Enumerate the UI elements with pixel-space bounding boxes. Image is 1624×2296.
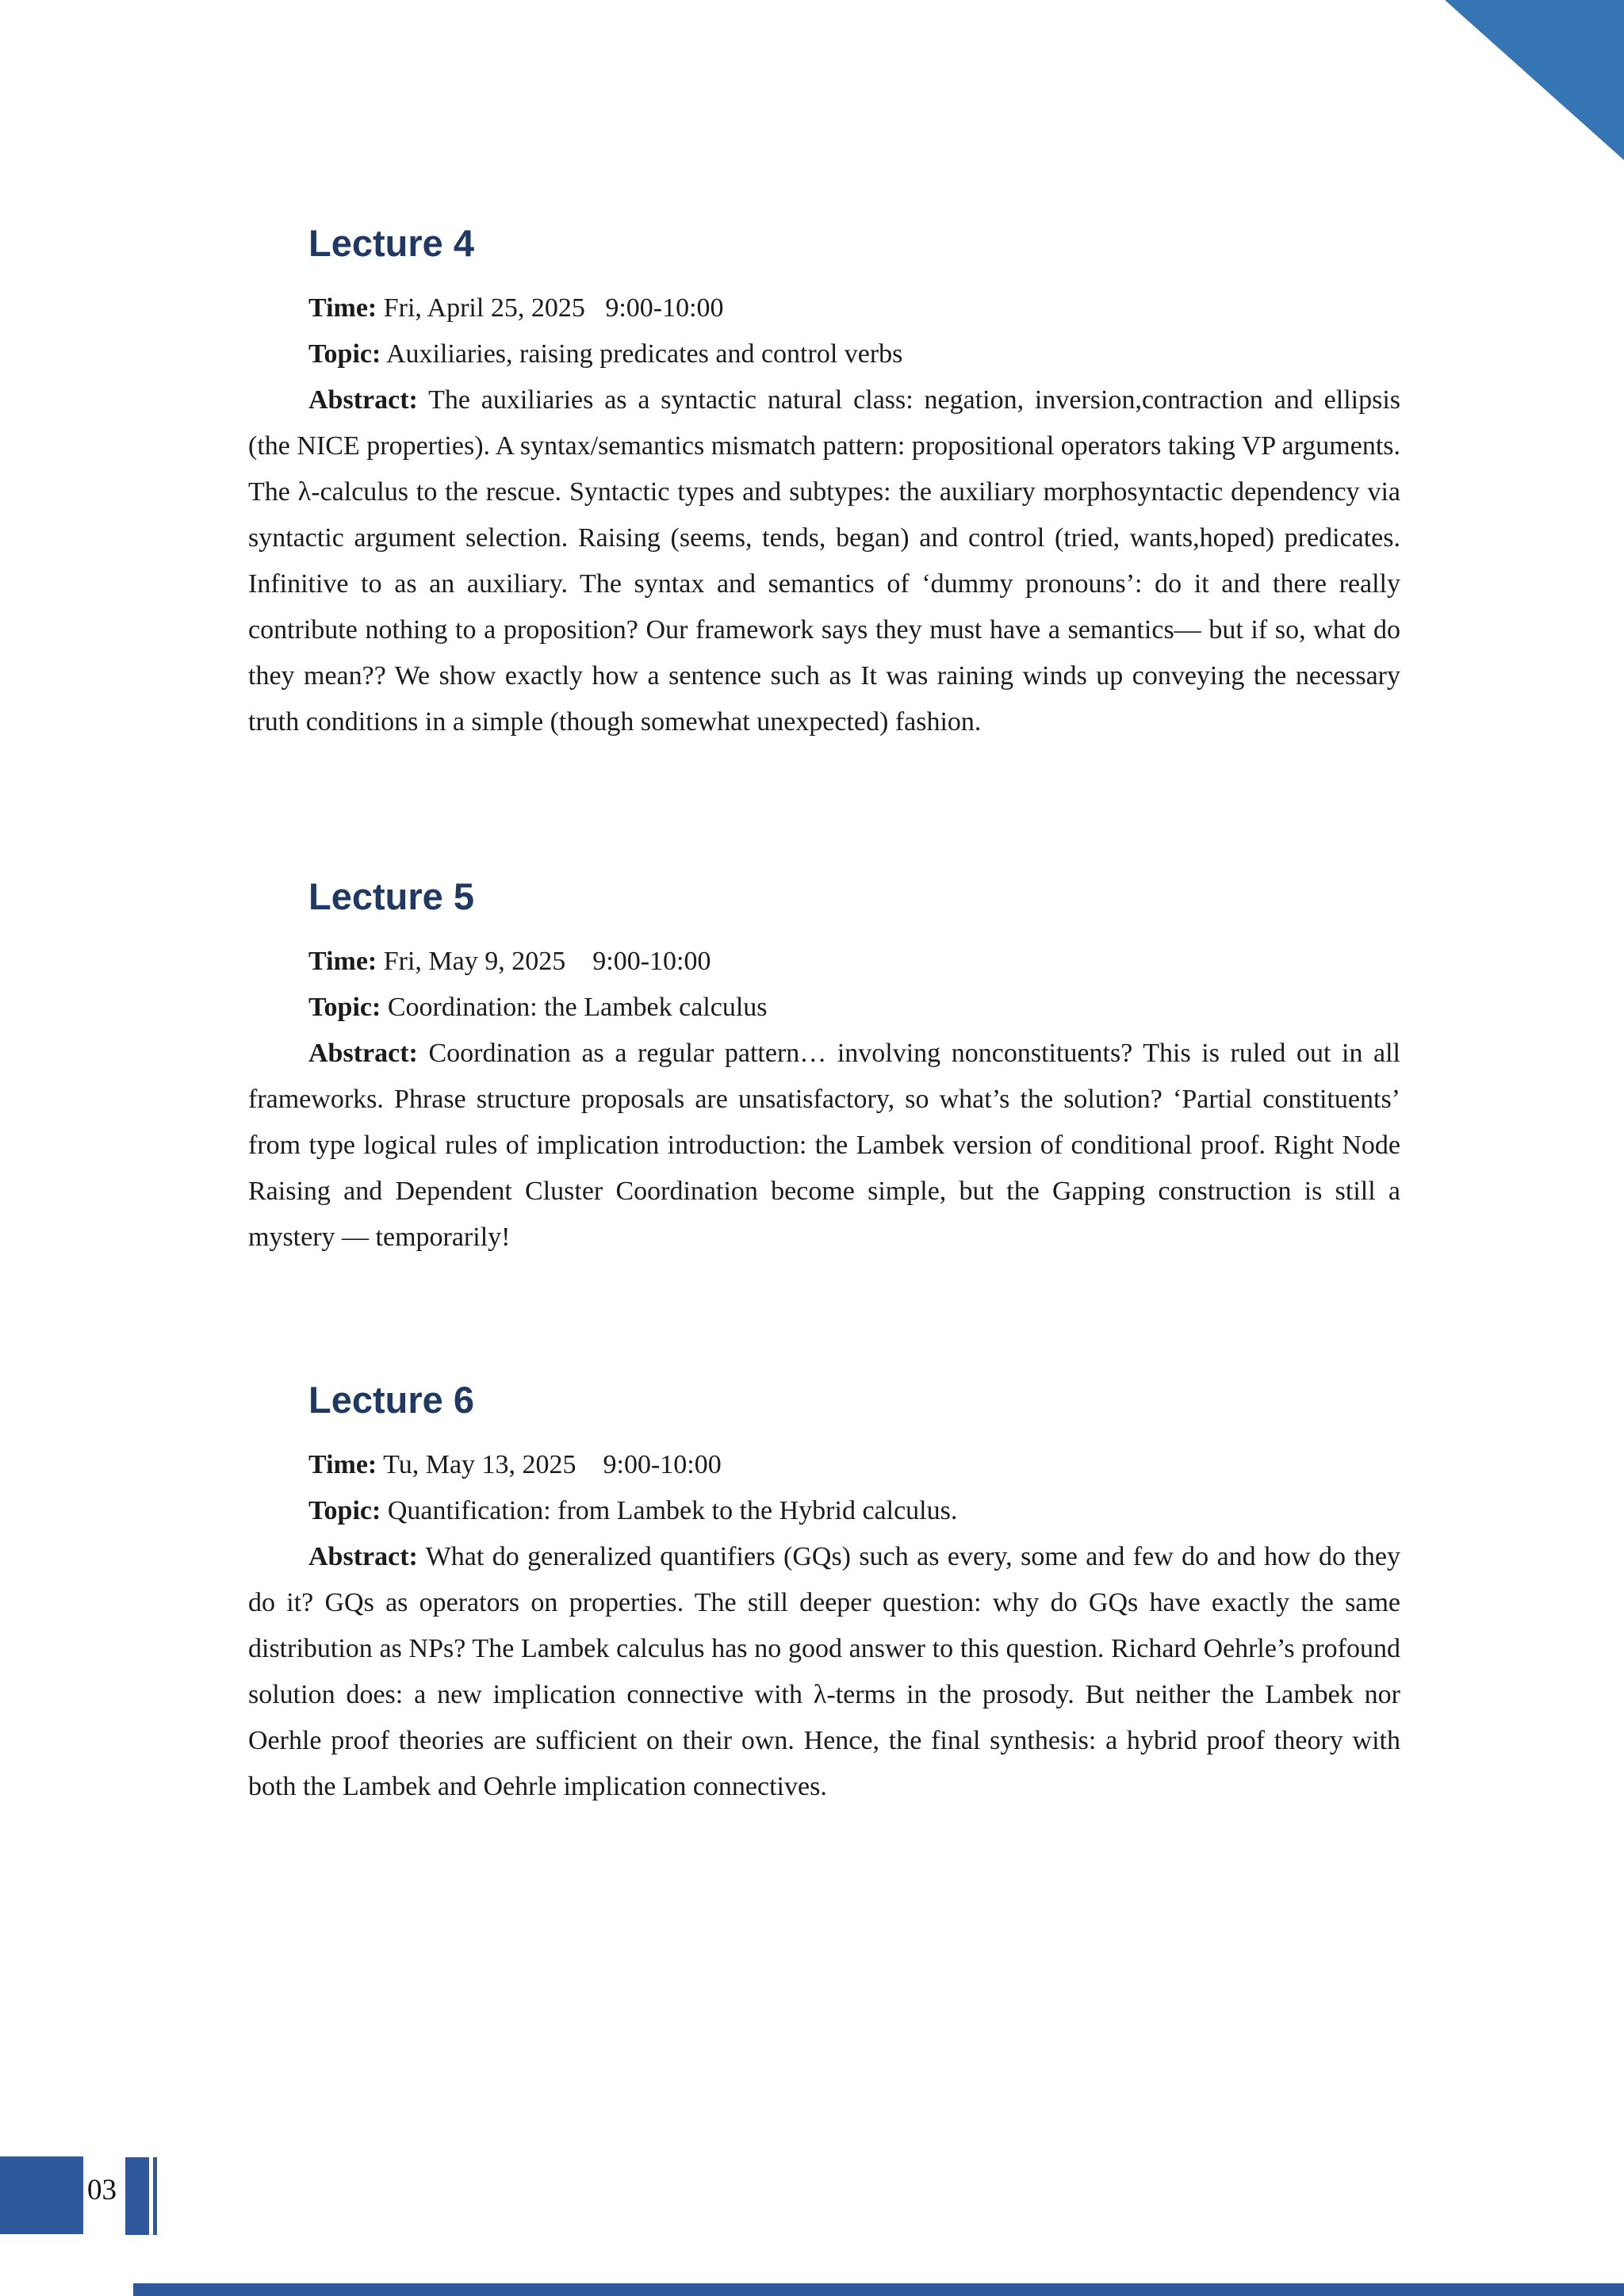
time-label: Time: — [308, 1450, 377, 1479]
page-content — [248, 0, 1400, 1810]
lecture-4-abstract-text: The auxiliaries as a syntactic natural class: negation, inversion,contraction and ellipsis (the NICE properties). A syntax/semantics mismatch pattern: propositional operators taking VP arguments. The λ-calculus to the rescue. Syntactic types and subtypes: the auxiliary morphosyntactic dependency via syntactic argument selection. Raising (seems, tends, began) and control (tried, wants,hoped) predicates. Infinitive to as an auxiliary. The syntax and semantics of ‘dummy pronouns’: do it and there really contribute nothing to a proposition? Our framework says they must have a semantics— but if so, what do they mean?? We show exactly how a sentence such as It was raining winds up conveying the necessary truth conditions in a simple (though somewhat unexpected) fashion. — [248, 385, 1400, 737]
footer-bar-thin — [153, 2157, 157, 2235]
footer-bar-thick — [125, 2157, 149, 2235]
lecture-4-abstract — [248, 377, 1400, 745]
lecture-6-topic-value: Quantification: from Lambek to the Hybrid calculus. — [387, 1496, 958, 1525]
lecture-5-title: Lecture 5 — [308, 875, 474, 917]
lecture-4-time-line — [248, 285, 1400, 331]
topic-label: Topic: — [308, 339, 381, 369]
lecture-4-section — [248, 222, 1400, 745]
abstract-label: Abstract: — [308, 385, 418, 415]
lecture-6-time-line — [248, 1442, 1400, 1488]
lecture-4-topic-value: Auxiliaries, raising predicates and control verbs — [385, 339, 903, 369]
lecture-4-time-value: Fri, April 25, 2025 9:00-10:00 — [383, 293, 724, 323]
topic-label: Topic: — [308, 1496, 381, 1525]
lecture-6-time-value: Tu, May 13, 2025 9:00-10:00 — [383, 1450, 722, 1479]
lecture-4-topic-line — [248, 331, 1400, 377]
lecture-5-abstract-text: Coordination as a regular pattern… involving nonconstituents? This is ruled out in all frameworks. Phrase structure proposals are unsatisfactory, so what’s the solution? ‘Partial constituents’ from type logical rules of implication introduction: the Lambek version of conditional proof. Right Node Raising and Dependent Cluster Coordination become simple, but the Gapping construction is still a mystery — temporarily! — [248, 1039, 1401, 1252]
lecture-6-abstract — [248, 1534, 1400, 1810]
lecture-6-abstract-text: What do generalized quantifiers (GQs) such as every, some and few do and how do they do it? GQs as operators on properties. The still deeper question: why do GQs have exactly the same distribution as NPs? The Lambek calculus has no good answer to this question. Richard Oehrle’s profound solution does: a new implication connective with λ-terms in the prosody. But neither the Lambek nor Oerhle proof theories are sufficient on their own. Hence, the final synthesis: a hybrid proof theory with both the Lambek and Oehrle implication connectives. — [248, 1542, 1401, 1801]
time-label: Time: — [308, 947, 377, 976]
lecture-5-section — [248, 875, 1400, 1261]
lecture-5-abstract — [248, 1031, 1400, 1261]
lecture-6-title: Lecture 6 — [308, 1379, 474, 1421]
footer-bottom-strip — [133, 2283, 1624, 2296]
lecture-6-section — [248, 1379, 1400, 1810]
corner-triangle-decoration — [1445, 0, 1624, 160]
time-label: Time: — [308, 293, 377, 323]
abstract-label: Abstract: — [308, 1039, 418, 1068]
lecture-4-title: Lecture 4 — [308, 222, 474, 264]
lecture-5-topic-value: Coordination: the Lambek calculus — [387, 993, 768, 1022]
page-number: 03 — [87, 2174, 117, 2206]
abstract-label: Abstract: — [308, 1542, 418, 1571]
lecture-6-topic-line — [248, 1488, 1400, 1534]
lecture-5-time-value: Fri, May 9, 2025 9:00-10:00 — [383, 947, 711, 976]
footer-left-block — [0, 2156, 83, 2234]
topic-label: Topic: — [308, 993, 381, 1022]
lecture-5-topic-line — [248, 985, 1400, 1031]
lecture-5-time-line — [248, 939, 1400, 985]
